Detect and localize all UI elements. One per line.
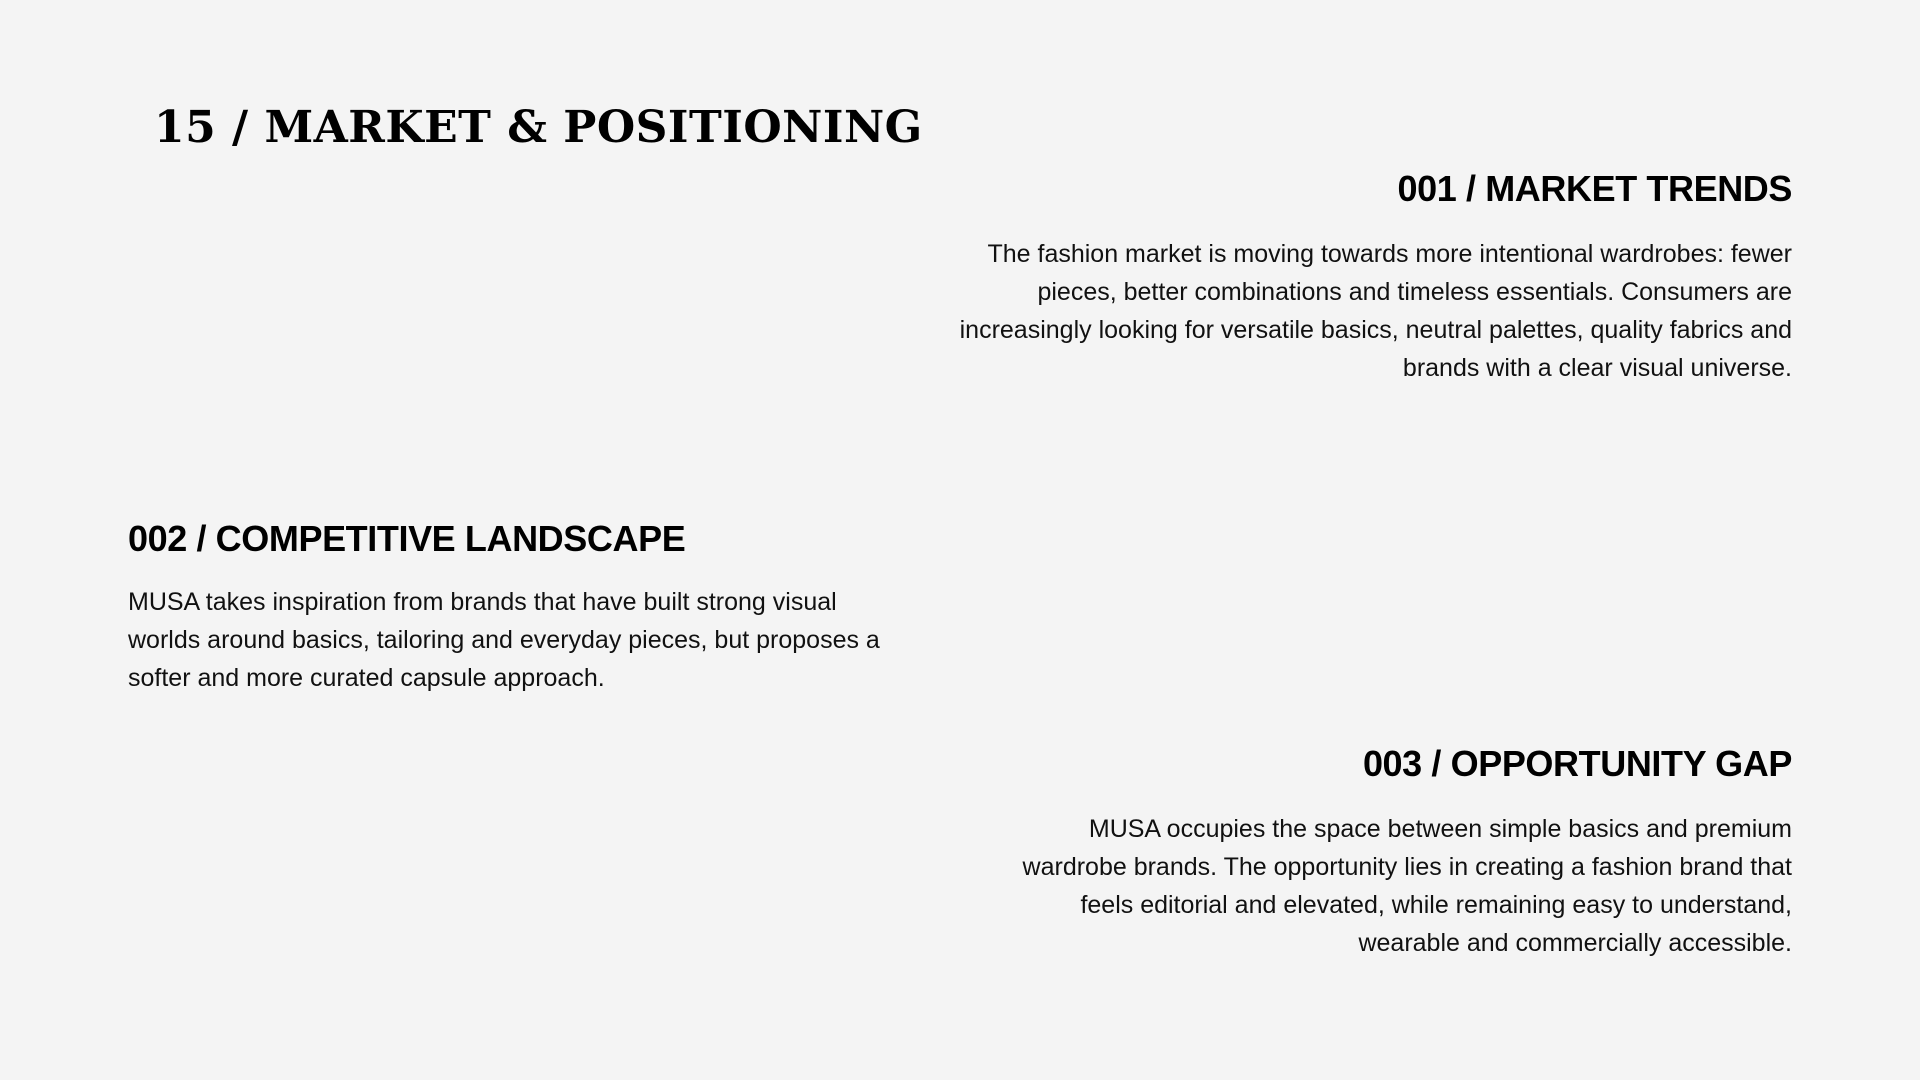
opportunity-gap-body: MUSA occupies the space between simple basics and premium wardrobe brands. The opportunity lies in creating a fashion brand that feels editorial and elevated, while remaining easy to understand, wearable and commercially accessible. (1022, 815, 1792, 957)
opportunity-gap-section (992, 742, 1792, 962)
competitive-landscape-section (128, 517, 913, 697)
opportunity-gap-heading: 003 / OPPORTUNITY GAP (1362, 743, 1792, 784)
market-trends-body: The fashion market is moving towards more intentional wardrobes: fewer pieces, better combinations and timeless essentials. Consumers are increasingly looking for versatile basics, neutral palettes, quality fabrics and brands with a clear visual universe. (959, 240, 1792, 382)
market-trends-heading: 001 / MARKET TRENDS (1397, 168, 1792, 209)
competitive-landscape-body: MUSA takes inspiration from brands that have built strong visual worlds around basics, tailoring and everyday pieces, but proposes a softer and more curated capsule approach. (128, 588, 880, 692)
page-title: 15 / MARKET & POSITIONING (154, 102, 923, 153)
market-trends-section (922, 167, 1792, 387)
competitive-landscape-heading: 002 / COMPETITIVE LANDSCAPE (128, 518, 686, 559)
